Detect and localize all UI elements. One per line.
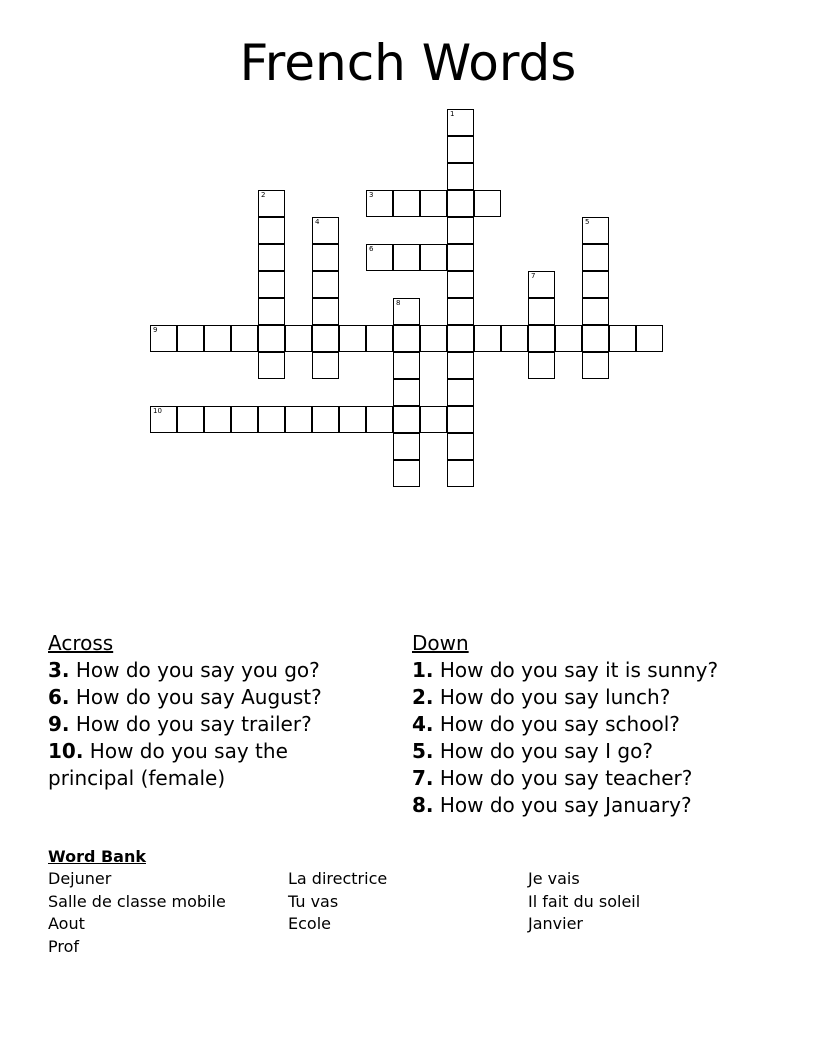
down-clue bbox=[412, 684, 792, 711]
grid-cell[interactable] bbox=[258, 325, 285, 352]
grid-cell[interactable] bbox=[582, 217, 609, 244]
grid-cell[interactable] bbox=[447, 325, 474, 352]
word-bank-item: La directrice bbox=[288, 869, 388, 888]
word-bank-item: Dejuner bbox=[48, 869, 112, 888]
down-heading: Down bbox=[412, 631, 469, 655]
across-clues bbox=[48, 630, 378, 792]
down-clue bbox=[412, 765, 792, 792]
clue-number: 10. bbox=[48, 739, 84, 763]
grid-cell[interactable] bbox=[420, 325, 447, 352]
grid-cell[interactable] bbox=[366, 406, 393, 433]
grid-cell[interactable] bbox=[555, 325, 582, 352]
clue-text: How do you say teacher? bbox=[433, 766, 693, 790]
grid-cell[interactable] bbox=[447, 136, 474, 163]
word-bank-item: Janvier bbox=[528, 914, 583, 933]
across-list bbox=[48, 657, 378, 792]
grid-cell[interactable] bbox=[366, 244, 393, 271]
grid-cell[interactable] bbox=[312, 352, 339, 379]
clue-number: 6 bbox=[369, 245, 374, 253]
grid-cell[interactable] bbox=[447, 460, 474, 487]
word-bank-item: Aout bbox=[48, 914, 85, 933]
clue-number: 5 bbox=[585, 218, 590, 226]
word-bank bbox=[48, 846, 788, 956]
grid-cell[interactable] bbox=[339, 406, 366, 433]
grid-cell[interactable] bbox=[528, 325, 555, 352]
word-bank-title: Word Bank bbox=[48, 847, 147, 866]
down-clue bbox=[412, 738, 792, 765]
across-clue bbox=[48, 657, 378, 684]
grid-cell[interactable] bbox=[528, 298, 555, 325]
clue-number: 4 bbox=[315, 218, 320, 226]
clue-number: 3. bbox=[48, 658, 70, 682]
word-bank-item: Prof bbox=[48, 936, 80, 956]
word-bank-column bbox=[288, 868, 387, 936]
clue-number: 9 bbox=[153, 326, 158, 334]
clue-number: 8 bbox=[396, 299, 401, 307]
grid-cell[interactable] bbox=[312, 271, 339, 298]
grid-cell[interactable] bbox=[339, 325, 366, 352]
across-heading: Across bbox=[48, 631, 114, 655]
word-bank-item: Il fait du soleil bbox=[528, 891, 641, 911]
grid-cell[interactable] bbox=[447, 244, 474, 271]
clue-number: 3 bbox=[369, 191, 374, 199]
grid-cell[interactable] bbox=[150, 406, 177, 433]
grid-cell[interactable] bbox=[150, 325, 177, 352]
clue-text: How do you say you go? bbox=[69, 658, 320, 682]
grid-cell[interactable] bbox=[447, 271, 474, 298]
clue-number: 7. bbox=[412, 766, 434, 790]
grid-cell[interactable] bbox=[258, 271, 285, 298]
clue-number: 7 bbox=[531, 272, 536, 280]
grid-cell[interactable] bbox=[285, 325, 312, 352]
clue-text: How do you say August? bbox=[69, 685, 322, 709]
clue-number: 5. bbox=[412, 739, 434, 763]
grid-cell[interactable] bbox=[366, 325, 393, 352]
grid-cell[interactable] bbox=[447, 433, 474, 460]
grid-cell[interactable] bbox=[393, 244, 420, 271]
clue-number: 10 bbox=[153, 407, 162, 415]
grid-cell[interactable] bbox=[393, 460, 420, 487]
clue-number: 1 bbox=[450, 110, 455, 118]
crossword-grid bbox=[0, 0, 816, 520]
grid-cell[interactable] bbox=[636, 325, 663, 352]
clue-text: How do you say school? bbox=[433, 712, 680, 736]
grid-cell[interactable] bbox=[582, 244, 609, 271]
clue-number: 1. bbox=[412, 658, 434, 682]
grid-cell[interactable] bbox=[447, 298, 474, 325]
grid-cell[interactable] bbox=[447, 109, 474, 136]
grid-cell[interactable] bbox=[582, 298, 609, 325]
grid-cell[interactable] bbox=[393, 379, 420, 406]
word-bank-column bbox=[48, 868, 226, 958]
word-bank-item: Tu vas bbox=[288, 891, 339, 911]
grid-cell[interactable] bbox=[312, 406, 339, 433]
grid-cell[interactable] bbox=[312, 217, 339, 244]
across-clue bbox=[48, 684, 378, 711]
grid-cell[interactable] bbox=[447, 406, 474, 433]
grid-cell[interactable] bbox=[258, 217, 285, 244]
word-bank-item: Salle de classe mobile bbox=[48, 891, 226, 911]
grid-cell[interactable] bbox=[582, 325, 609, 352]
down-clue bbox=[412, 657, 792, 684]
grid-cell[interactable] bbox=[258, 352, 285, 379]
grid-cell[interactable] bbox=[393, 190, 420, 217]
clue-number: 2 bbox=[261, 191, 266, 199]
grid-cell[interactable] bbox=[393, 406, 420, 433]
grid-cell[interactable] bbox=[204, 406, 231, 433]
grid-cell[interactable] bbox=[447, 163, 474, 190]
grid-cell[interactable] bbox=[609, 325, 636, 352]
page-title: French Words bbox=[239, 34, 577, 92]
grid-cell[interactable] bbox=[204, 325, 231, 352]
word-bank-item: Ecole bbox=[288, 914, 331, 933]
grid-cell[interactable] bbox=[258, 190, 285, 217]
grid-cell[interactable] bbox=[474, 190, 501, 217]
grid-cell[interactable] bbox=[582, 271, 609, 298]
clue-number: 6. bbox=[48, 685, 70, 709]
grid-cell[interactable] bbox=[420, 244, 447, 271]
grid-cell[interactable] bbox=[231, 325, 258, 352]
grid-cell[interactable] bbox=[312, 244, 339, 271]
grid-cell[interactable] bbox=[177, 325, 204, 352]
grid-cell[interactable] bbox=[312, 298, 339, 325]
down-clue bbox=[412, 711, 792, 738]
grid-cell[interactable] bbox=[393, 352, 420, 379]
clue-text: How do you say trailer? bbox=[69, 712, 312, 736]
across-clue bbox=[48, 711, 378, 738]
grid-cell[interactable] bbox=[285, 406, 312, 433]
grid-cell[interactable] bbox=[366, 190, 393, 217]
clue-number: 2. bbox=[412, 685, 434, 709]
grid-cell[interactable] bbox=[528, 271, 555, 298]
grid-cell[interactable] bbox=[501, 325, 528, 352]
down-clues bbox=[412, 630, 792, 819]
grid-cell[interactable] bbox=[474, 325, 501, 352]
grid-cell[interactable] bbox=[528, 352, 555, 379]
grid-cell[interactable] bbox=[258, 298, 285, 325]
grid-cell[interactable] bbox=[393, 433, 420, 460]
down-list bbox=[412, 657, 792, 819]
across-clue bbox=[48, 738, 378, 792]
grid-cell[interactable] bbox=[393, 298, 420, 325]
grid-cell[interactable] bbox=[258, 406, 285, 433]
grid-cell[interactable] bbox=[231, 406, 258, 433]
clue-text: How do you say the principal (female) bbox=[48, 739, 288, 790]
grid-cell[interactable] bbox=[420, 190, 447, 217]
grid-cell[interactable] bbox=[393, 325, 420, 352]
word-bank-column bbox=[528, 868, 640, 936]
clue-number: 4. bbox=[412, 712, 434, 736]
clue-text: How do you say January? bbox=[433, 793, 692, 817]
clue-number: 8. bbox=[412, 793, 434, 817]
grid-cell[interactable] bbox=[420, 406, 447, 433]
clue-text: How do you say it is sunny? bbox=[433, 658, 719, 682]
clue-text: How do you say I go? bbox=[433, 739, 653, 763]
grid-cell[interactable] bbox=[312, 325, 339, 352]
grid-cell[interactable] bbox=[582, 352, 609, 379]
grid-cell[interactable] bbox=[447, 379, 474, 406]
grid-cell[interactable] bbox=[447, 217, 474, 244]
clue-number: 9. bbox=[48, 712, 70, 736]
word-bank-item: Je vais bbox=[528, 869, 580, 888]
clue-text: How do you say lunch? bbox=[433, 685, 671, 709]
grid-cell[interactable] bbox=[258, 244, 285, 271]
grid-cell[interactable] bbox=[447, 352, 474, 379]
grid-cell[interactable] bbox=[177, 406, 204, 433]
grid-cell[interactable] bbox=[447, 190, 474, 217]
down-clue bbox=[412, 792, 792, 819]
